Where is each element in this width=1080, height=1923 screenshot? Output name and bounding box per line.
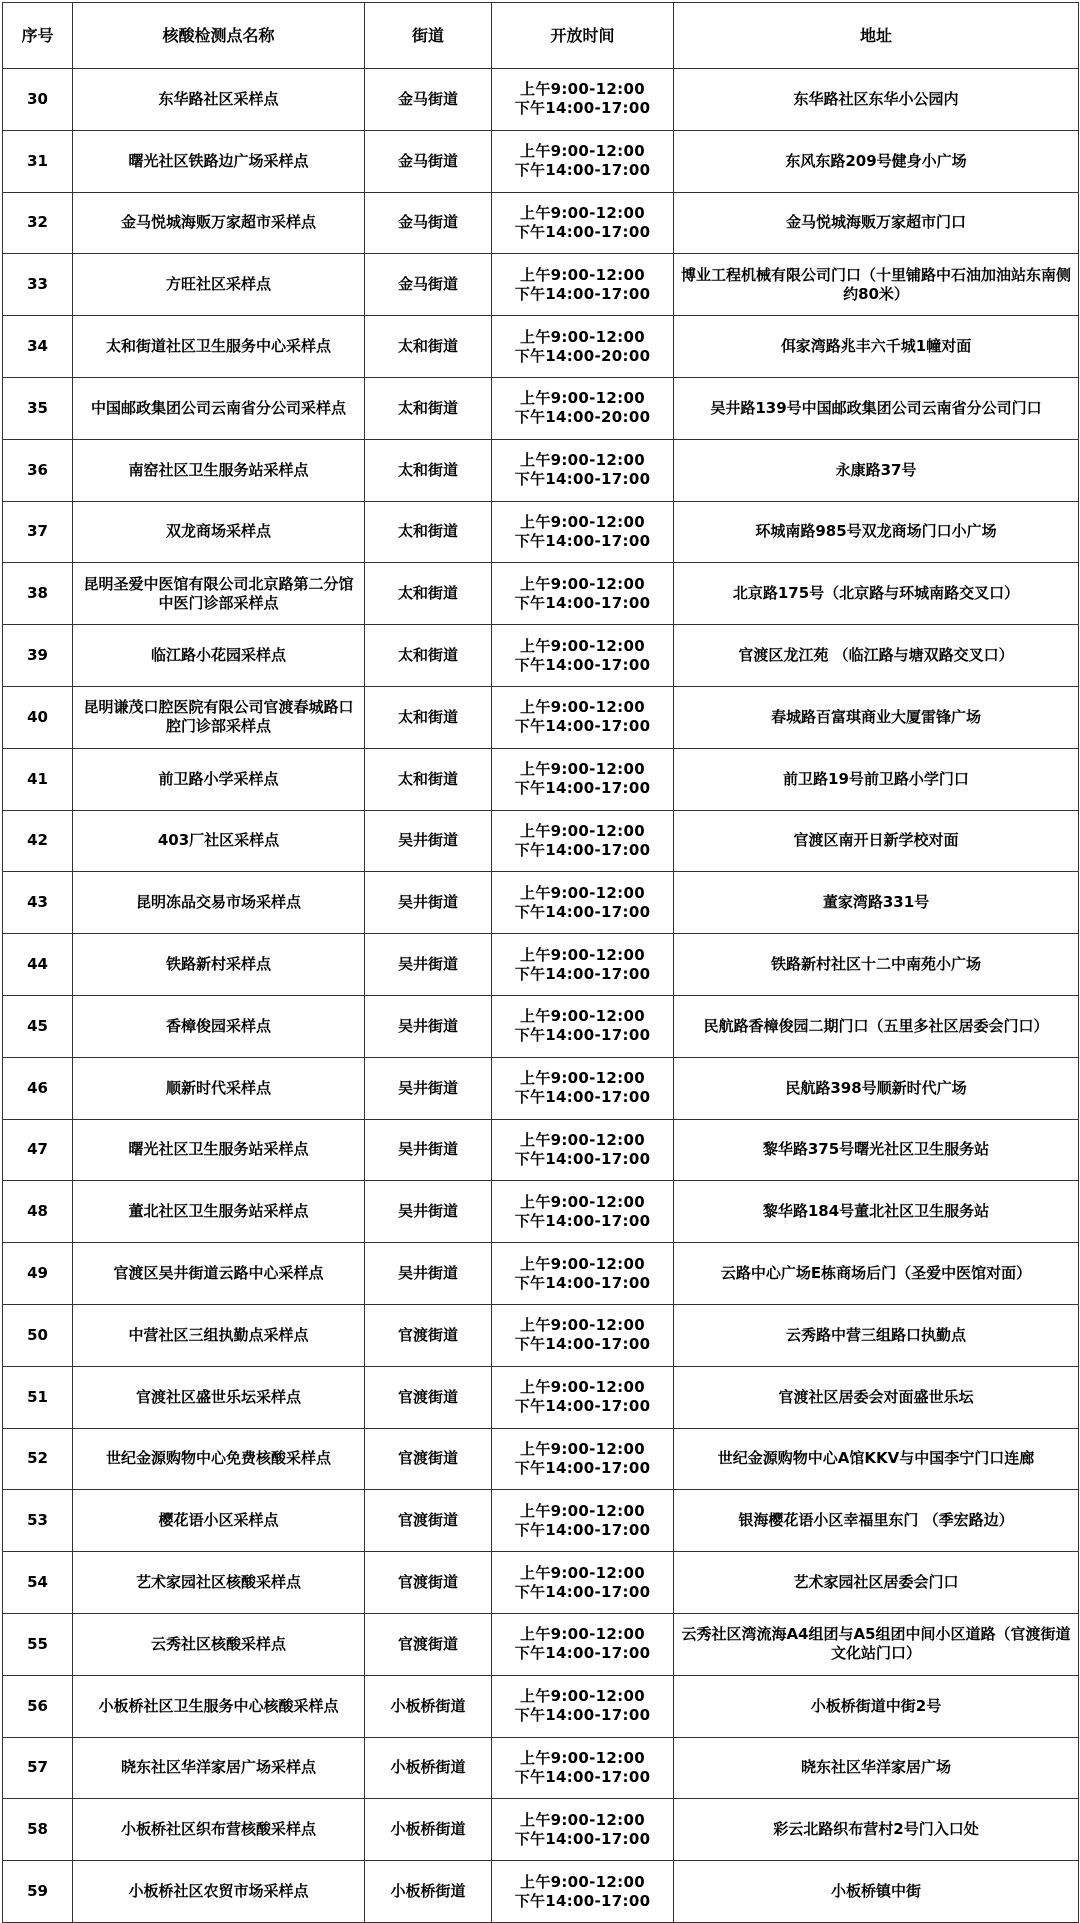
- open-time-morning: 上午9:00-12:00: [520, 142, 645, 161]
- site-name: 晓东社区华洋家居广场采样点: [73, 1737, 365, 1799]
- row-number: 54: [3, 1552, 73, 1614]
- table-row: [3, 810, 1079, 872]
- open-time-afternoon: 下午14:00-17:00: [514, 1458, 651, 1477]
- site-name: 东华路社区采样点: [73, 69, 365, 131]
- table-row: [3, 1428, 1079, 1490]
- table-row: [3, 1304, 1079, 1366]
- open-time-afternoon: 下午14:00-17:00: [514, 1026, 651, 1045]
- site-name: 曙光社区铁路边广场采样点: [73, 130, 365, 192]
- street-name: 小板桥街道: [365, 1799, 492, 1861]
- open-time-morning: 上午9:00-12:00: [520, 1748, 645, 1767]
- site-name: 艺术家园社区核酸采样点: [73, 1552, 365, 1614]
- row-number: 39: [3, 625, 73, 687]
- street-name: 吴井街道: [365, 1057, 492, 1119]
- open-time-afternoon: 下午14:00-20:00: [514, 408, 651, 427]
- table-row: [3, 934, 1079, 996]
- open-time-morning: 上午9:00-12:00: [520, 203, 645, 222]
- table-row: [3, 1861, 1079, 1923]
- table-row: [3, 995, 1079, 1057]
- open-time-morning: 上午9:00-12:00: [520, 512, 645, 531]
- site-name: 403厂社区采样点: [73, 810, 365, 872]
- open-time-afternoon: 下午14:00-17:00: [514, 284, 651, 303]
- open-time: [492, 69, 674, 131]
- table-row: [3, 748, 1079, 810]
- site-address: 东风东路209号健身小广场: [674, 130, 1079, 192]
- site-address: 云秀社区湾流海A4组团与A5组团中间小区道路（官渡街道文化站门口）: [674, 1613, 1079, 1675]
- street-name: 太和街道: [365, 377, 492, 439]
- street-name: 太和街道: [365, 625, 492, 687]
- site-name: 小板桥社区农贸市场采样点: [73, 1861, 365, 1923]
- street-name: 小板桥街道: [365, 1675, 492, 1737]
- site-address: 博业工程机械有限公司门口（十里铺路中石油加油站东南侧约80米）: [674, 254, 1079, 316]
- header-site-name: 核酸检测点名称: [73, 3, 365, 69]
- street-name: 官渡街道: [365, 1304, 492, 1366]
- site-address: 铁路新村社区十二中南苑小广场: [674, 934, 1079, 996]
- site-name: 前卫路小学采样点: [73, 748, 365, 810]
- open-time: [492, 810, 674, 872]
- open-time: [492, 1675, 674, 1737]
- row-number: 52: [3, 1428, 73, 1490]
- row-number: 41: [3, 748, 73, 810]
- row-number: 37: [3, 501, 73, 563]
- street-name: 金马街道: [365, 192, 492, 254]
- street-name: 太和街道: [365, 316, 492, 378]
- site-address: 永康路37号: [674, 439, 1079, 501]
- open-time-afternoon: 下午14:00-17:00: [514, 1829, 651, 1848]
- street-name: 吴井街道: [365, 1119, 492, 1181]
- site-name: 曙光社区卫生服务站采样点: [73, 1119, 365, 1181]
- open-time-morning: 上午9:00-12:00: [520, 1687, 645, 1706]
- open-time: [492, 1552, 674, 1614]
- street-name: 金马街道: [365, 254, 492, 316]
- street-name: 官渡街道: [365, 1366, 492, 1428]
- open-time: [492, 316, 674, 378]
- open-time-afternoon: 下午14:00-17:00: [514, 1273, 651, 1292]
- site-address: 官渡区南开日新学校对面: [674, 810, 1079, 872]
- table-row: [3, 130, 1079, 192]
- table-row: [3, 1737, 1079, 1799]
- site-address: 小板桥街道中街2号: [674, 1675, 1079, 1737]
- open-time: [492, 1613, 674, 1675]
- open-time-afternoon: 下午14:00-17:00: [514, 1644, 651, 1663]
- open-time: [492, 1861, 674, 1923]
- open-time-morning: 上午9:00-12:00: [520, 1872, 645, 1891]
- site-address: 黎华路184号董北社区卫生服务站: [674, 1181, 1079, 1243]
- open-time-afternoon: 下午14:00-17:00: [514, 531, 651, 550]
- site-address: 云路中心广场E栋商场后门（圣爱中医馆对面）: [674, 1243, 1079, 1305]
- open-time-morning: 上午9:00-12:00: [520, 636, 645, 655]
- site-address: 银海樱花语小区幸福里东门 （季宏路边）: [674, 1490, 1079, 1552]
- open-time-afternoon: 下午14:00-17:00: [514, 1211, 651, 1230]
- header-row: [3, 3, 1079, 69]
- open-time: [492, 439, 674, 501]
- site-address: 东华路社区东华小公园内: [674, 69, 1079, 131]
- open-time: [492, 1057, 674, 1119]
- street-name: 吴井街道: [365, 995, 492, 1057]
- table-row: [3, 69, 1079, 131]
- open-time: [492, 1243, 674, 1305]
- row-number: 53: [3, 1490, 73, 1552]
- open-time: [492, 563, 674, 625]
- open-time: [492, 1490, 674, 1552]
- street-name: 官渡街道: [365, 1490, 492, 1552]
- site-address: 金马悦城海贩万家超市门口: [674, 192, 1079, 254]
- table-row: [3, 1366, 1079, 1428]
- table-row: [3, 192, 1079, 254]
- row-number: 57: [3, 1737, 73, 1799]
- open-time-afternoon: 下午14:00-20:00: [514, 346, 651, 365]
- table-row: [3, 501, 1079, 563]
- site-name: 董北社区卫生服务站采样点: [73, 1181, 365, 1243]
- open-time-afternoon: 下午14:00-17:00: [514, 593, 651, 612]
- street-name: 金马街道: [365, 69, 492, 131]
- open-time-morning: 上午9:00-12:00: [520, 760, 645, 779]
- site-address: 官渡区龙江苑 （临江路与塘双路交叉口）: [674, 625, 1079, 687]
- open-time-afternoon: 下午14:00-17:00: [514, 1706, 651, 1725]
- site-address: 春城路百富琪商业大厦雷锋广场: [674, 686, 1079, 748]
- site-address: 黎华路375号曙光社区卫生服务站: [674, 1119, 1079, 1181]
- site-address: 吴井路139号中国邮政集团公司云南省分公司门口: [674, 377, 1079, 439]
- street-name: 小板桥街道: [365, 1737, 492, 1799]
- table-row: [3, 1613, 1079, 1675]
- row-number: 59: [3, 1861, 73, 1923]
- table-row: [3, 1490, 1079, 1552]
- site-name: 小板桥社区卫生服务中心核酸采样点: [73, 1675, 365, 1737]
- street-name: 吴井街道: [365, 934, 492, 996]
- open-time: [492, 501, 674, 563]
- row-number: 48: [3, 1181, 73, 1243]
- open-time: [492, 1181, 674, 1243]
- street-name: 官渡街道: [365, 1428, 492, 1490]
- open-time-morning: 上午9:00-12:00: [520, 1007, 645, 1026]
- site-address: 前卫路19号前卫路小学门口: [674, 748, 1079, 810]
- street-name: 小板桥街道: [365, 1861, 492, 1923]
- open-time-morning: 上午9:00-12:00: [520, 1069, 645, 1088]
- site-name: 世纪金源购物中心免费核酸采样点: [73, 1428, 365, 1490]
- row-number: 55: [3, 1613, 73, 1675]
- row-number: 31: [3, 130, 73, 192]
- site-address: 小板桥镇中街: [674, 1861, 1079, 1923]
- table-row: [3, 625, 1079, 687]
- site-name: 中国邮政集团公司云南省分公司采样点: [73, 377, 365, 439]
- row-number: 56: [3, 1675, 73, 1737]
- open-time: [492, 686, 674, 748]
- street-name: 吴井街道: [365, 1243, 492, 1305]
- row-number: 45: [3, 995, 73, 1057]
- row-number: 34: [3, 316, 73, 378]
- row-number: 44: [3, 934, 73, 996]
- open-time: [492, 1119, 674, 1181]
- testing-sites-table: [2, 2, 1079, 1923]
- open-time-morning: 上午9:00-12:00: [520, 389, 645, 408]
- open-time: [492, 1304, 674, 1366]
- site-name: 小板桥社区织布营核酸采样点: [73, 1799, 365, 1861]
- street-name: 太和街道: [365, 748, 492, 810]
- open-time-morning: 上午9:00-12:00: [520, 1316, 645, 1335]
- street-name: 太和街道: [365, 563, 492, 625]
- site-name: 铁路新村采样点: [73, 934, 365, 996]
- row-number: 40: [3, 686, 73, 748]
- open-time: [492, 995, 674, 1057]
- open-time: [492, 377, 674, 439]
- row-number: 38: [3, 563, 73, 625]
- open-time: [492, 1366, 674, 1428]
- street-name: 金马街道: [365, 130, 492, 192]
- street-name: 太和街道: [365, 686, 492, 748]
- table-row: [3, 1181, 1079, 1243]
- open-time: [492, 748, 674, 810]
- open-time-morning: 上午9:00-12:00: [520, 1810, 645, 1829]
- table-row: [3, 254, 1079, 316]
- table-row: [3, 316, 1079, 378]
- site-name: 云秀社区核酸采样点: [73, 1613, 365, 1675]
- open-time-morning: 上午9:00-12:00: [520, 1130, 645, 1149]
- open-time: [492, 192, 674, 254]
- open-time-afternoon: 下午14:00-17:00: [514, 655, 651, 674]
- open-time: [492, 254, 674, 316]
- site-name: 中营社区三组执勤点采样点: [73, 1304, 365, 1366]
- table-row: [3, 377, 1079, 439]
- open-time: [492, 130, 674, 192]
- table-row: [3, 1675, 1079, 1737]
- header-open-time: 开放时间: [492, 3, 674, 69]
- street-name: 吴井街道: [365, 1181, 492, 1243]
- table-row: [3, 686, 1079, 748]
- table-row: [3, 872, 1079, 934]
- row-number: 51: [3, 1366, 73, 1428]
- open-time-afternoon: 下午14:00-17:00: [514, 222, 651, 241]
- row-number: 33: [3, 254, 73, 316]
- open-time-morning: 上午9:00-12:00: [520, 1439, 645, 1458]
- site-address: 民航路398号顺新时代广场: [674, 1057, 1079, 1119]
- header-street: 街道: [365, 3, 492, 69]
- table-row: [3, 1119, 1079, 1181]
- site-name: 官渡区吴井街道云路中心采样点: [73, 1243, 365, 1305]
- open-time-morning: 上午9:00-12:00: [520, 1501, 645, 1520]
- site-address: 彩云北路织布营村2号门入口处: [674, 1799, 1079, 1861]
- row-number: 46: [3, 1057, 73, 1119]
- open-time-morning: 上午9:00-12:00: [520, 698, 645, 717]
- open-time-morning: 上午9:00-12:00: [520, 883, 645, 902]
- open-time-afternoon: 下午14:00-17:00: [514, 1149, 651, 1168]
- open-time-afternoon: 下午14:00-17:00: [514, 99, 651, 118]
- street-name: 太和街道: [365, 501, 492, 563]
- open-time-morning: 上午9:00-12:00: [520, 821, 645, 840]
- open-time-morning: 上午9:00-12:00: [520, 945, 645, 964]
- street-name: 吴井街道: [365, 810, 492, 872]
- open-time: [492, 625, 674, 687]
- open-time-afternoon: 下午14:00-17:00: [514, 1891, 651, 1910]
- row-number: 32: [3, 192, 73, 254]
- street-name: 吴井街道: [365, 872, 492, 934]
- open-time-afternoon: 下午14:00-17:00: [514, 717, 651, 736]
- open-time: [492, 934, 674, 996]
- site-address: 官渡社区居委会对面盛世乐坛: [674, 1366, 1079, 1428]
- open-time-morning: 上午9:00-12:00: [520, 1192, 645, 1211]
- header-number: 序号: [3, 3, 73, 69]
- site-name: 太和街道社区卫生服务中心采样点: [73, 316, 365, 378]
- site-name: 方旺社区采样点: [73, 254, 365, 316]
- open-time-morning: 上午9:00-12:00: [520, 1254, 645, 1273]
- row-number: 35: [3, 377, 73, 439]
- row-number: 36: [3, 439, 73, 501]
- row-number: 58: [3, 1799, 73, 1861]
- open-time-morning: 上午9:00-12:00: [520, 574, 645, 593]
- site-address: 云秀路中营三组路口执勤点: [674, 1304, 1079, 1366]
- site-address: 董家湾路331号: [674, 872, 1079, 934]
- site-name: 樱花语小区采样点: [73, 1490, 365, 1552]
- open-time-afternoon: 下午14:00-17:00: [514, 1335, 651, 1354]
- open-time-afternoon: 下午14:00-17:00: [514, 902, 651, 921]
- open-time-afternoon: 下午14:00-17:00: [514, 1767, 651, 1786]
- open-time-afternoon: 下午14:00-17:00: [514, 1582, 651, 1601]
- open-time-morning: 上午9:00-12:00: [520, 1625, 645, 1644]
- site-name: 双龙商场采样点: [73, 501, 365, 563]
- row-number: 47: [3, 1119, 73, 1181]
- site-name: 昆明圣爱中医馆有限公司北京路第二分馆中医门诊部采样点: [73, 563, 365, 625]
- site-address: 艺术家园社区居委会门口: [674, 1552, 1079, 1614]
- open-time-afternoon: 下午14:00-17:00: [514, 1520, 651, 1539]
- open-time: [492, 1737, 674, 1799]
- open-time-afternoon: 下午14:00-17:00: [514, 470, 651, 489]
- table-row: [3, 1243, 1079, 1305]
- open-time: [492, 872, 674, 934]
- row-number: 49: [3, 1243, 73, 1305]
- table-body: [3, 69, 1079, 1923]
- open-time-afternoon: 下午14:00-17:00: [514, 840, 651, 859]
- site-address: 环城南路985号双龙商场门口小广场: [674, 501, 1079, 563]
- site-name: 昆明谦茂口腔医院有限公司官渡春城路口腔门诊部采样点: [73, 686, 365, 748]
- open-time-morning: 上午9:00-12:00: [520, 80, 645, 99]
- site-name: 金马悦城海贩万家超市采样点: [73, 192, 365, 254]
- site-name: 临江路小花园采样点: [73, 625, 365, 687]
- street-name: 官渡街道: [365, 1552, 492, 1614]
- row-number: 42: [3, 810, 73, 872]
- open-time-afternoon: 下午14:00-17:00: [514, 161, 651, 180]
- open-time: [492, 1799, 674, 1861]
- open-time-morning: 上午9:00-12:00: [520, 1563, 645, 1582]
- open-time-afternoon: 下午14:00-17:00: [514, 964, 651, 983]
- street-name: 官渡街道: [365, 1613, 492, 1675]
- site-name: 昆明冻品交易市场采样点: [73, 872, 365, 934]
- street-name: 太和街道: [365, 439, 492, 501]
- open-time-afternoon: 下午14:00-17:00: [514, 779, 651, 798]
- site-name: 南窑社区卫生服务站采样点: [73, 439, 365, 501]
- table-row: [3, 563, 1079, 625]
- site-address: 晓东社区华洋家居广场: [674, 1737, 1079, 1799]
- site-address: 佴家湾路兆丰六千城1幢对面: [674, 316, 1079, 378]
- open-time-morning: 上午9:00-12:00: [520, 451, 645, 470]
- table-row: [3, 1057, 1079, 1119]
- row-number: 50: [3, 1304, 73, 1366]
- header-address: 地址: [674, 3, 1079, 69]
- open-time-afternoon: 下午14:00-17:00: [514, 1397, 651, 1416]
- table-header: [3, 3, 1079, 69]
- table-row: [3, 439, 1079, 501]
- open-time-afternoon: 下午14:00-17:00: [514, 1088, 651, 1107]
- open-time: [492, 1428, 674, 1490]
- site-name: 官渡社区盛世乐坛采样点: [73, 1366, 365, 1428]
- table-row: [3, 1552, 1079, 1614]
- open-time-morning: 上午9:00-12:00: [520, 1378, 645, 1397]
- site-address: 民航路香樟俊园二期门口（五里多社区居委会门口）: [674, 995, 1079, 1057]
- site-address: 世纪金源购物中心A馆KKV与中国李宁门口连廊: [674, 1428, 1079, 1490]
- site-name: 香樟俊园采样点: [73, 995, 365, 1057]
- open-time-morning: 上午9:00-12:00: [520, 327, 645, 346]
- site-name: 顺新时代采样点: [73, 1057, 365, 1119]
- table-row: [3, 1799, 1079, 1861]
- row-number: 30: [3, 69, 73, 131]
- row-number: 43: [3, 872, 73, 934]
- site-address: 北京路175号（北京路与环城南路交叉口）: [674, 563, 1079, 625]
- open-time-morning: 上午9:00-12:00: [520, 265, 645, 284]
